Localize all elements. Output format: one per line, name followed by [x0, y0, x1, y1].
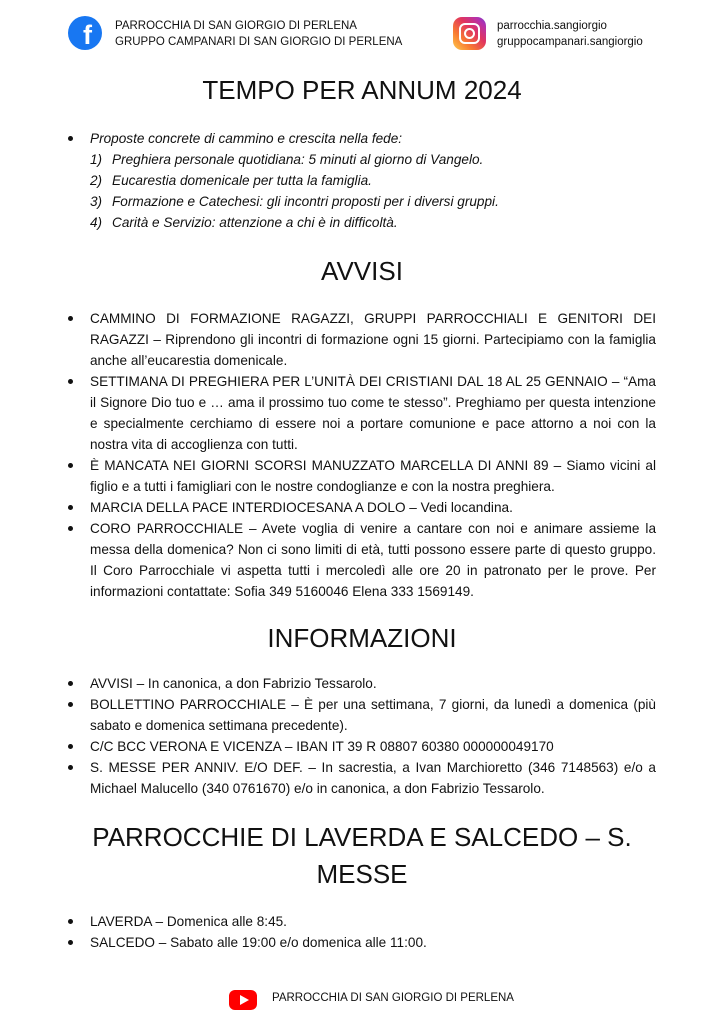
section-title-informazioni: INFORMAZIONI [267, 623, 457, 653]
instagram-icon[interactable] [453, 17, 486, 50]
list-item: C/C BCC VERONA E VICENZA – IBAN IT 39 R 08807 60380 000000049170 [68, 736, 656, 757]
tempo-intro: Proposte concrete di cammino e crescita nella fede: [90, 131, 403, 146]
list-item: CAMMINO DI FORMAZIONE RAGAZZI, GRUPPI PARROCCHIALI E GENITORI DEI RAGAZZI – Riprendono gli incontri di formazione ogni 15 giorni. Partecipiamo con la famiglia anche all’eucarestia domenicale. [68, 308, 656, 371]
instagram-handle-bells[interactable]: gruppocampanari.sangiorgio [497, 36, 643, 48]
list-item: LAVERDA – Domenica alle 8:45. [68, 911, 656, 932]
instagram-info [497, 18, 643, 50]
section-title-tempo: TEMPO PER ANNUM 2024 [202, 75, 522, 105]
list-item [68, 128, 656, 233]
facebook-info [115, 18, 402, 50]
list-item: 2) Eucarestia domenicale per tutta la famiglia. [90, 173, 372, 188]
list-item: È MANCATA NEI GIORNI SCORSI MANUZZATO MARCELLA DI ANNI 89 – Siamo vicini al figlio e a tutti i famigliari con le nostre condoglianze e con la nostra preghiera. [68, 455, 656, 497]
bulletin-content [68, 74, 656, 953]
list-item: 3) Formazione e Catechesi: gli incontri proposti per i diversi gruppi. [90, 194, 499, 209]
section-title-avvisi: AVVISI [321, 256, 403, 286]
list-item: BOLLETTINO PARROCCHIALE – È per una settimana, 7 giorni, da lunedì a domenica (più sabato e domenica settimana precedente). [68, 694, 656, 736]
tempo-sublist [90, 149, 656, 233]
parish-name: PARROCCHIA DI SAN GIORGIO DI PERLENA [115, 20, 357, 32]
footer-channel-name[interactable]: PARROCCHIA DI SAN GIORGIO DI PERLENA [272, 992, 514, 1004]
list-item: 4) Carità e Servizio: attenzione a chi è in difficoltà. [90, 215, 398, 230]
list-item: AVVISI – In canonica, a don Fabrizio Tessarolo. [68, 673, 656, 694]
informazioni-list [68, 673, 656, 799]
list-item: CORO PARROCCHIALE – Avete voglia di venire a cantare con noi e animare assieme la messa della domenica? Non ci sono limiti di età, tutti possono essere parte di questo gruppo. Il Coro Parrocchiale vi aspetta tutti i mercoledì alle ore 20 in patronato per le prove. Per informazioni contattate: Sofia 349 5160046 Elena 333 1569149. [68, 518, 656, 602]
avvisi-list [68, 308, 656, 602]
list-item: MARCIA DELLA PACE INTERDIOCESANA A DOLO – Vedi locandina. [68, 497, 656, 518]
section-title-parrocchie: PARROCCHIE DI LAVERDA E SALCEDO – S. MESSE [92, 822, 632, 889]
list-item: SALCEDO – Sabato alle 19:00 e/o domenica alle 11:00. [68, 932, 656, 953]
youtube-icon[interactable] [229, 990, 257, 1010]
tempo-list [68, 128, 656, 233]
bell-ringers-group: GRUPPO CAMPANARI DI SAN GIORGIO DI PERLENA [115, 36, 403, 48]
list-item: SETTIMANA DI PREGHIERA PER L’UNITÀ DEI CRISTIANI DAL 18 AL 25 GENNAIO – “Ama il Signore Dio tuo e … ama il prossimo tuo come te stesso”. Preghiamo per questa intenzione e specialmente cerchiamo di essere noi a portare comunione e pace attorno a noi con la nostra vita di accoglienza con tutti. [68, 371, 656, 455]
facebook-icon[interactable]: f [68, 16, 102, 50]
parrocchie-list [68, 911, 656, 953]
list-item: S. MESSE PER ANNIV. E/O DEF. – In sacrestia, a Ivan Marchioretto (346 7148563) e/o a Michael Malucello (340 0761670) e/o in canonica, a don Fabrizio Tessarolo. [68, 757, 656, 799]
instagram-handle-parish[interactable]: parrocchia.sangiorgio [497, 20, 607, 32]
page-header [68, 14, 664, 54]
list-item: 1) Preghiera personale quotidiana: 5 minuti al giorno di Vangelo. [90, 152, 484, 167]
